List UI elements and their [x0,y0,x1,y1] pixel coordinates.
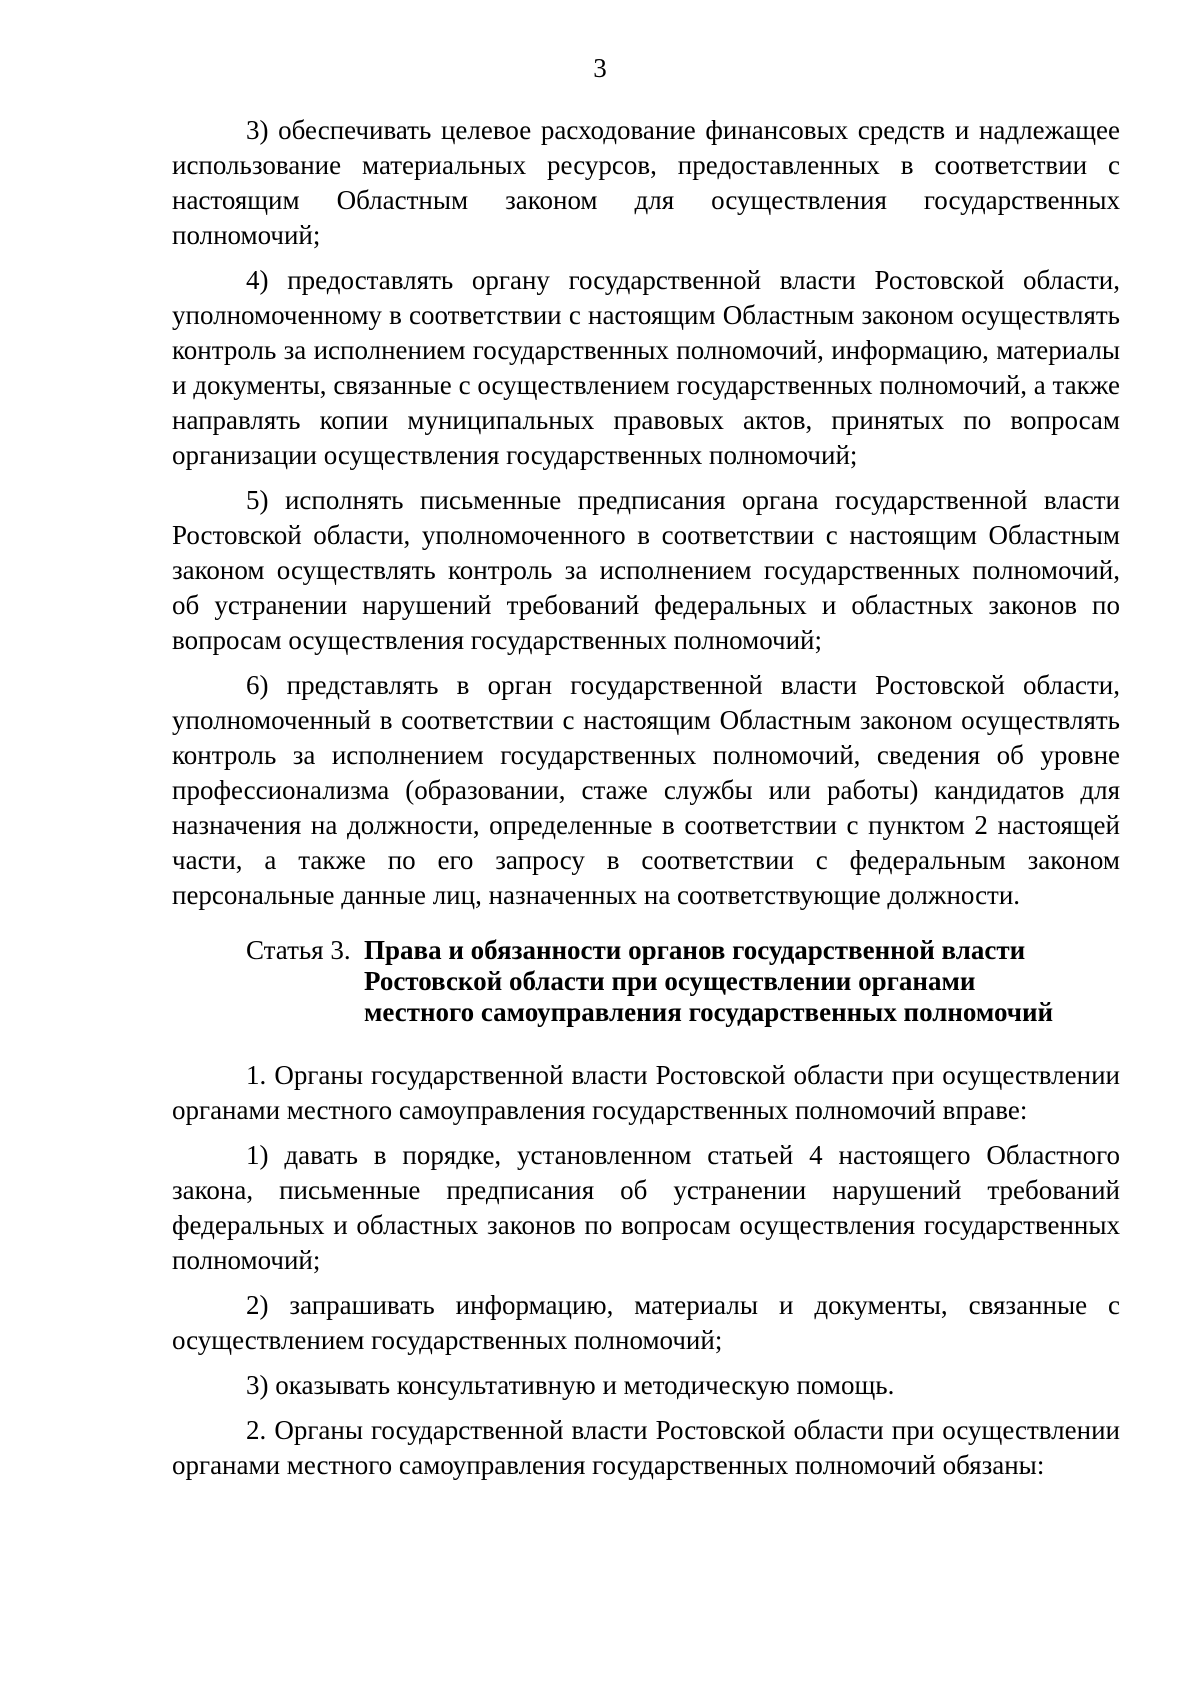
page-number: 3 [593,53,607,83]
article-heading [172,935,1120,1028]
paragraph-part-2: 2. Органы государственной власти Ростовской области при осуществлении органами местного самоуправления государственных полномочий обязаны: [172,1415,1120,1480]
paragraph-item-6: 6) представлять в орган государственной власти Ростовской области, уполномоченный в соответствии с настоящим Областным законом осуществлять контроль за исполнением государственных полномочий, сведения об уровне профессионализма (образовании, стаже службы или работы) кандидатов для назначения на должности, определенные в соответствии с пунктом 2 настоящей части, а также по его запросу в соответствии с федеральным законом персональные данные лиц, назначенных на соответствующие должности. [172,670,1120,910]
article-title [364,935,1120,1028]
article-title-line: Ростовской области при осуществлении органами [364,966,976,996]
article-title-line: Права и обязанности органов государственной власти [364,935,1026,965]
paragraph-item-3: 3) обеспечивать целевое расходование финансовых средств и надлежащее использование материальных ресурсов, предоставленных в соответствии с настоящим Областным законом для осуществления государственных полномочий; [172,115,1120,250]
paragraph-item-2: 2) запрашивать информацию, материалы и документы, связанные с осуществлением государственных полномочий; [172,1290,1120,1355]
paragraph-item-3-bottom: 3) оказывать консультативную и методическую помощь. [246,1370,895,1400]
article-title-line: местного самоуправления государственных полномочий [364,997,1054,1027]
paragraph-item-4: 4) предоставлять органу государственной власти Ростовской области, уполномоченному в соответствии с настоящим Областным законом осуществлять контроль за исполнением государственных полномочий, информацию, материалы и документы, связанные с осуществлением государственных полномочий, а также направлять копии муниципальных правовых актов, принятых по вопросам организации осуществления государственных полномочий; [172,265,1120,470]
article-label: Статья 3. [246,935,351,965]
document-body [172,113,1120,1493]
paragraph-item-5: 5) исполнять письменные предписания органа государственной власти Ростовской области, уполномоченного в соответствии с настоящим Областным законом осуществлять контроль за исполнением государственных полномочий, об устранении нарушений требований федеральных и областных законов по вопросам осуществления государственных полномочий; [172,485,1120,655]
paragraph-item-1: 1) давать в порядке, установленном статьей 4 настоящего Областного закона, письменные предписания об устранении нарушений требований федеральных и областных законов по вопросам осуществления государственных полномочий; [172,1140,1120,1275]
paragraph-part-1: 1. Органы государственной власти Ростовской области при осуществлении органами местного самоуправления государственных полномочий вправе: [172,1060,1120,1125]
